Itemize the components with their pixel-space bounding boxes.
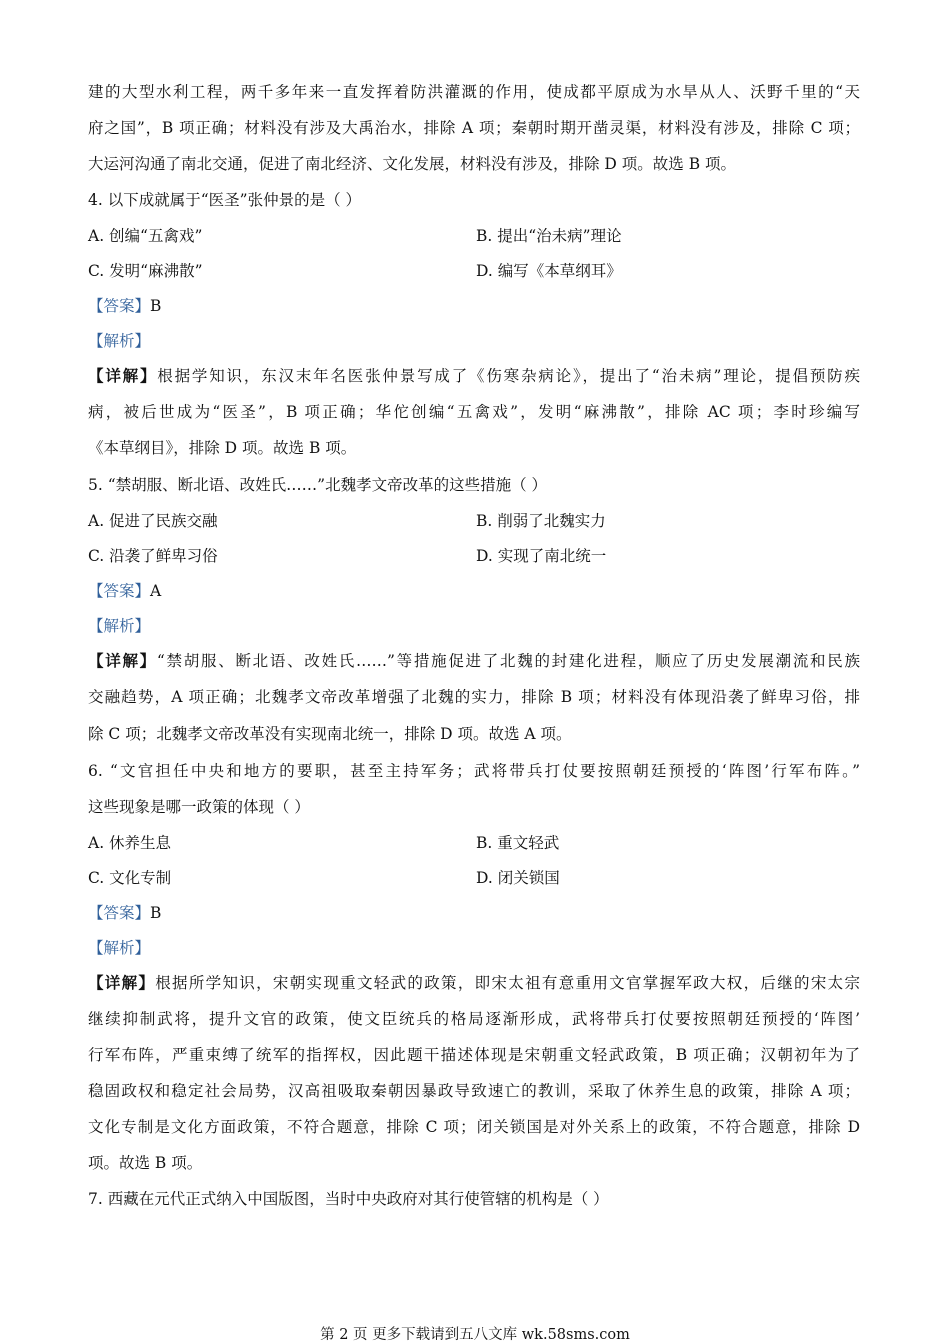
answer-tag: 【答案】: [88, 904, 151, 922]
q6-detail-line: 项。故选 B 项。: [88, 1154, 203, 1172]
q6-detail-line: 继续抑制武将，提升文官的政策，使文臣统兵的格局逐渐形成，武将带兵打仗要按照朝廷预授的‘阵图’: [88, 1010, 860, 1028]
answer-tag: 【答案】: [88, 297, 151, 315]
page-footer: 第 2 页 更多下载请到五八文库 wk.58sms.com: [320, 1327, 630, 1343]
q4-option-d: D. 编写《本草纲耳》: [476, 262, 622, 280]
detail-tag: 【详解】: [88, 651, 157, 670]
q5-option-d: D. 实现了南北统一: [476, 547, 607, 565]
q5-option-a: A. 促进了民族交融: [88, 512, 218, 530]
q5-detail-line: 交融趋势，A 项正确；北魏孝文帝改革增强了北魏的实力，排除 B 项；材料没有体现沿袭了鲜卑习俗，排: [88, 688, 860, 706]
detail-text: “禁胡服、断北语、改姓氏……”等措施促进了北魏的封建化进程，顺应了历史发展潮流和民族: [156, 652, 860, 670]
q6-option-a: A. 休养生息: [88, 834, 172, 852]
q6-option-d: D. 闭关锁国: [476, 869, 560, 887]
detail-text: 根据所学知识，宋朝实现重文轻武的政策，即宋太祖有意重用文官掌握军政大权，后继的宋太宗: [155, 974, 860, 992]
q4-answer: [88, 296, 161, 316]
q4-detail-line: [88, 366, 860, 386]
q6-detail-line: 稳固政权和稳定社会局势，汉高祖吸取秦朝因暴政导致速亡的教训，采取了休养生息的政策，排除 A 项；: [88, 1082, 860, 1100]
question-5-stem: 5. “禁胡服、断北语、改姓氏……”北魏孝文帝改革的这些措施（ ）: [88, 476, 547, 494]
q6-answer: [88, 903, 161, 923]
q5-analysis-tag: 【解析】: [88, 617, 151, 635]
q6-detail-line: 行军布阵，严重束缚了统军的指挥权，因此题干描述体现是宋朝重文轻武政策，B 项正确；汉朝初年为了: [88, 1046, 860, 1064]
answer-value: B: [150, 297, 162, 315]
q5-detail-line: 除 C 项；北魏孝文帝改革没有实现南北统一，排除 D 项。故选 A 项。: [88, 725, 572, 743]
q6-option-b: B. 重文轻武: [476, 834, 560, 852]
q5-detail-line: [88, 651, 860, 671]
q4-option-b: B. 提出“治未病”理论: [476, 227, 622, 245]
detail-tag: 【详解】: [88, 366, 158, 385]
question-6-stem: 6. “文官担任中央和地方的要职，甚至主持军务；武将带兵打仗要按照朝廷预授的‘阵图’行军布阵。”: [88, 762, 860, 780]
paragraph-line: 大运河沟通了南北交通，促进了南北经济、文化发展，材料没有涉及，排除 D 项。故选 B 项。: [88, 155, 737, 173]
q4-detail-line: 病，被后世成为“医圣”，B 项正确；华佗创编“五禽戏”，发明“麻沸散”，排除 AC 项；李时珍编写: [88, 403, 860, 421]
q4-detail-line: 《本草纲目》，排除 D 项。故选 B 项。: [88, 439, 357, 457]
question-4-stem: 4. 以下成就属于“医圣”张仲景的是（ ）: [88, 191, 361, 209]
paragraph-line: 建的大型水利工程，两千多年来一直发挥着防洪灌溉的作用，使成都平原成为水旱从人、沃野千里的“天: [88, 83, 860, 101]
paragraph-line: 府之国”，B 项正确；材料没有涉及大禹治水，排除 A 项；秦朝时期开凿灵渠，材料没有涉及，排除 C 项；: [88, 119, 860, 137]
q6-option-c: C. 文化专制: [88, 869, 172, 887]
q4-option-a: A. 创编“五禽戏”: [88, 227, 203, 245]
question-6-stem: 这些现象是哪一政策的体现（ ）: [88, 798, 310, 816]
question-7-stem: 7. 西藏在元代正式纳入中国版图，当时中央政府对其行使管辖的机构是（ ）: [88, 1190, 609, 1208]
q6-detail-line: [88, 973, 860, 993]
q6-analysis-tag: 【解析】: [88, 939, 151, 957]
answer-value: B: [150, 904, 162, 922]
answer-tag: 【答案】: [88, 582, 151, 600]
detail-tag: 【详解】: [88, 973, 156, 992]
detail-text: 根据学知识，东汉末年名医张仲景写成了《伤寒杂病论》，提出了“治未病”理论，提倡预防疾: [157, 367, 860, 385]
q4-analysis-tag: 【解析】: [88, 332, 151, 350]
answer-value: A: [150, 582, 162, 600]
q5-option-c: C. 沿袭了鲜卑习俗: [88, 547, 218, 565]
q5-answer: [88, 581, 161, 601]
q4-option-c: C. 发明“麻沸散”: [88, 262, 203, 280]
q5-option-b: B. 削弱了北魏实力: [476, 512, 606, 530]
q6-detail-line: 文化专制是文化方面政策，不符合题意，排除 C 项；闭关锁国是对外关系上的政策，不符合题意，排除 D: [88, 1118, 860, 1136]
